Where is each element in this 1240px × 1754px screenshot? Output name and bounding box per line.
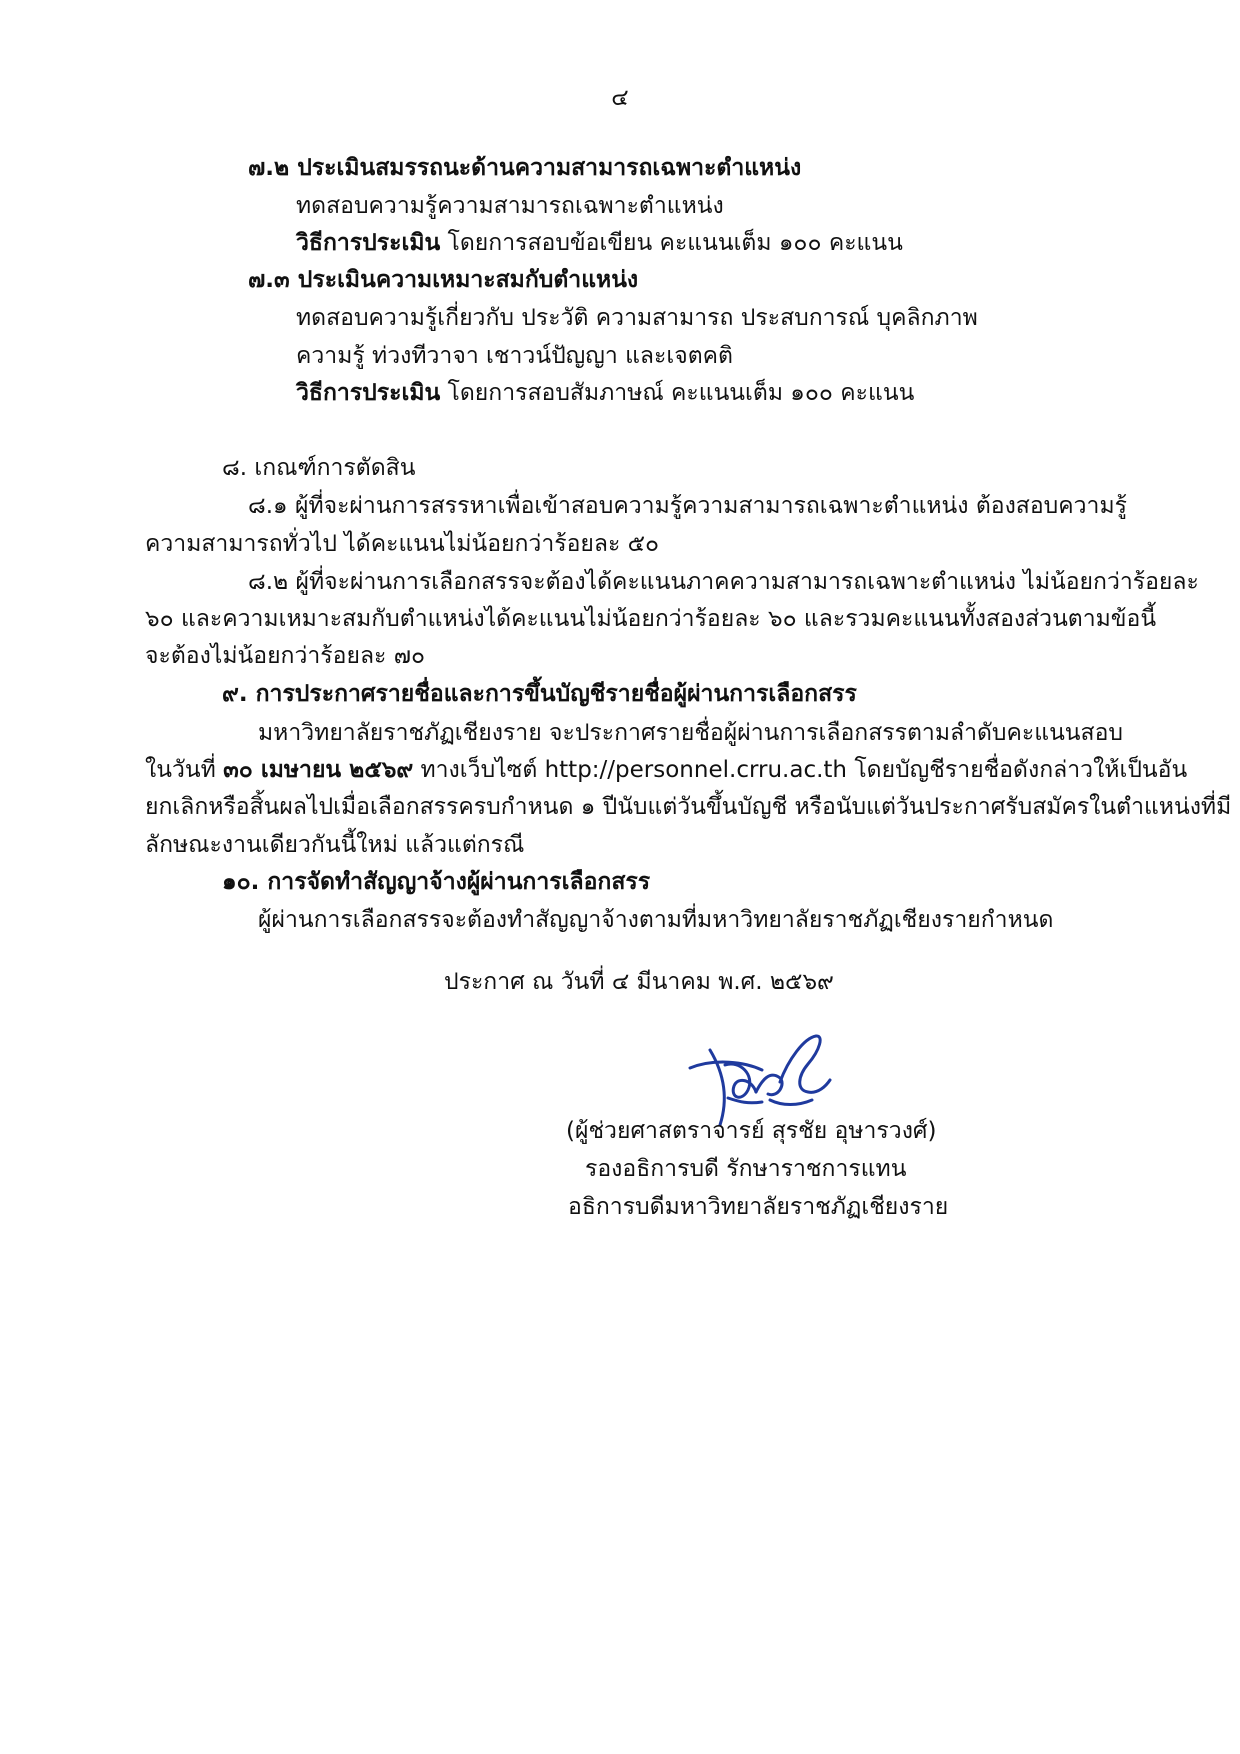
method-label: วิธีการประเมิน [296, 380, 441, 406]
section-9-line-2 [145, 754, 1187, 786]
section-7-2-line: ทดสอบความรู้ความสามารถเฉพาะตำแหน่ง [296, 193, 724, 219]
section-7-3-line-2: ความรู้ ท่วงทีวาจา เชาวน์ปัญญา และเจตคติ [296, 343, 733, 369]
signer-name: (ผู้ช่วยศาสตราจารย์ สุรชัย อุษารวงศ์) [566, 1118, 937, 1144]
section-8-2-line-1: ๘.๒ ผู้ที่จะผ่านการเลือกสรรจะต้องได้คะแนนภาคความสามารถเฉพาะตำแหน่ง ไม่น้อยกว่าร้อยละ [248, 569, 1199, 595]
announce-result-date: ๓๐ เมษายน ๒๕๖๙ [223, 757, 414, 783]
section-7-3-heading: ๗.๓ ประเมินความเหมาะสมกับตำแหน่ง [248, 267, 639, 293]
method-text: โดยการสอบสัมภาษณ์ คะแนนเต็ม ๑๐๐ คะแนน [440, 380, 915, 406]
section-9-line-4: ลักษณะงานเดียวกันนี้ใหม่ แล้วแต่กรณี [145, 832, 525, 858]
announcement-date: ประกาศ ณ วันที่ ๔ มีนาคม พ.ศ. ๒๕๖๙ [444, 969, 834, 995]
section-7-2-heading: ๗.๒ ประเมินสมรรถนะด้านความสามารถเฉพาะตำแหน่ง [248, 155, 802, 181]
section-9-line-1: มหาวิทยาลัยราชภัฏเชียงราย จะประกาศรายชื่อผู้ผ่านการเลือกสรรตามลำดับคะแนนสอบ [258, 720, 1123, 746]
section-7-3-line-1: ทดสอบความรู้เกี่ยวกับ ประวัติ ความสามารถ ประสบการณ์ บุคลิกภาพ [296, 305, 978, 331]
method-label: วิธีการประเมิน [296, 230, 441, 256]
section-7-3-method [296, 377, 914, 409]
section-10-heading: ๑๐. การจัดทำสัญญาจ้างผู้ผ่านการเลือกสรร [222, 869, 651, 895]
method-text: โดยการสอบข้อเขียน คะแนนเต็ม ๑๐๐ คะแนน [440, 230, 903, 256]
section-8-1-line-2: ความสามารถทั่วไป ได้คะแนนไม่น้อยกว่าร้อยละ ๕๐ [145, 531, 660, 557]
section-8-1-line-1: ๘.๑ ผู้ที่จะผ่านการสรรหาเพื่อเข้าสอบความรู้ความสามารถเฉพาะตำแหน่ง ต้องสอบความรู้ [248, 493, 1127, 519]
section-8-2-line-2: ๖๐ และความเหมาะสมกับตำแหน่งได้คะแนนไม่น้อยกว่าร้อยละ ๖๐ และรวมคะแนนทั้งสองส่วนตามข้อนี้ [145, 606, 1157, 632]
section-8-2-line-3: จะต้องไม่น้อยกว่าร้อยละ ๗๐ [145, 643, 426, 669]
section-9-line-2-pre: ในวันที่ [145, 757, 224, 783]
section-9-line-2-post: ทางเว็บไซต์ http://personnel.crru.ac.th โดยบัญชีรายชื่อดังกล่าวให้เป็นอัน [413, 757, 1188, 783]
signer-position-2: อธิการบดีมหาวิทยาลัยราชภัฏเชียงราย [568, 1194, 949, 1220]
section-9-line-3: ยกเลิกหรือสิ้นผลไปเมื่อเลือกสรรครบกำหนด ๑ ปีนับแต่วันขึ้นบัญชี หรือนับแต่วันประกาศรับสมัครในตำแหน่งที่มี [145, 794, 1232, 820]
section-7-2-method [296, 227, 903, 259]
section-9-heading: ๙. การประกาศรายชื่อและการขึ้นบัญชีรายชื่อผู้ผ่านการเลือกสรร [222, 681, 857, 707]
section-10-line-1: ผู้ผ่านการเลือกสรรจะต้องทำสัญญาจ้างตามที่มหาวิทยาลัยราชภัฏเชียงรายกำหนด [258, 907, 1054, 933]
section-8-heading: ๘. เกณฑ์การตัดสิน [222, 455, 416, 481]
page-number: ๔ [611, 85, 629, 111]
signer-position-1: รองอธิการบดี รักษาราชการแทน [585, 1156, 907, 1182]
